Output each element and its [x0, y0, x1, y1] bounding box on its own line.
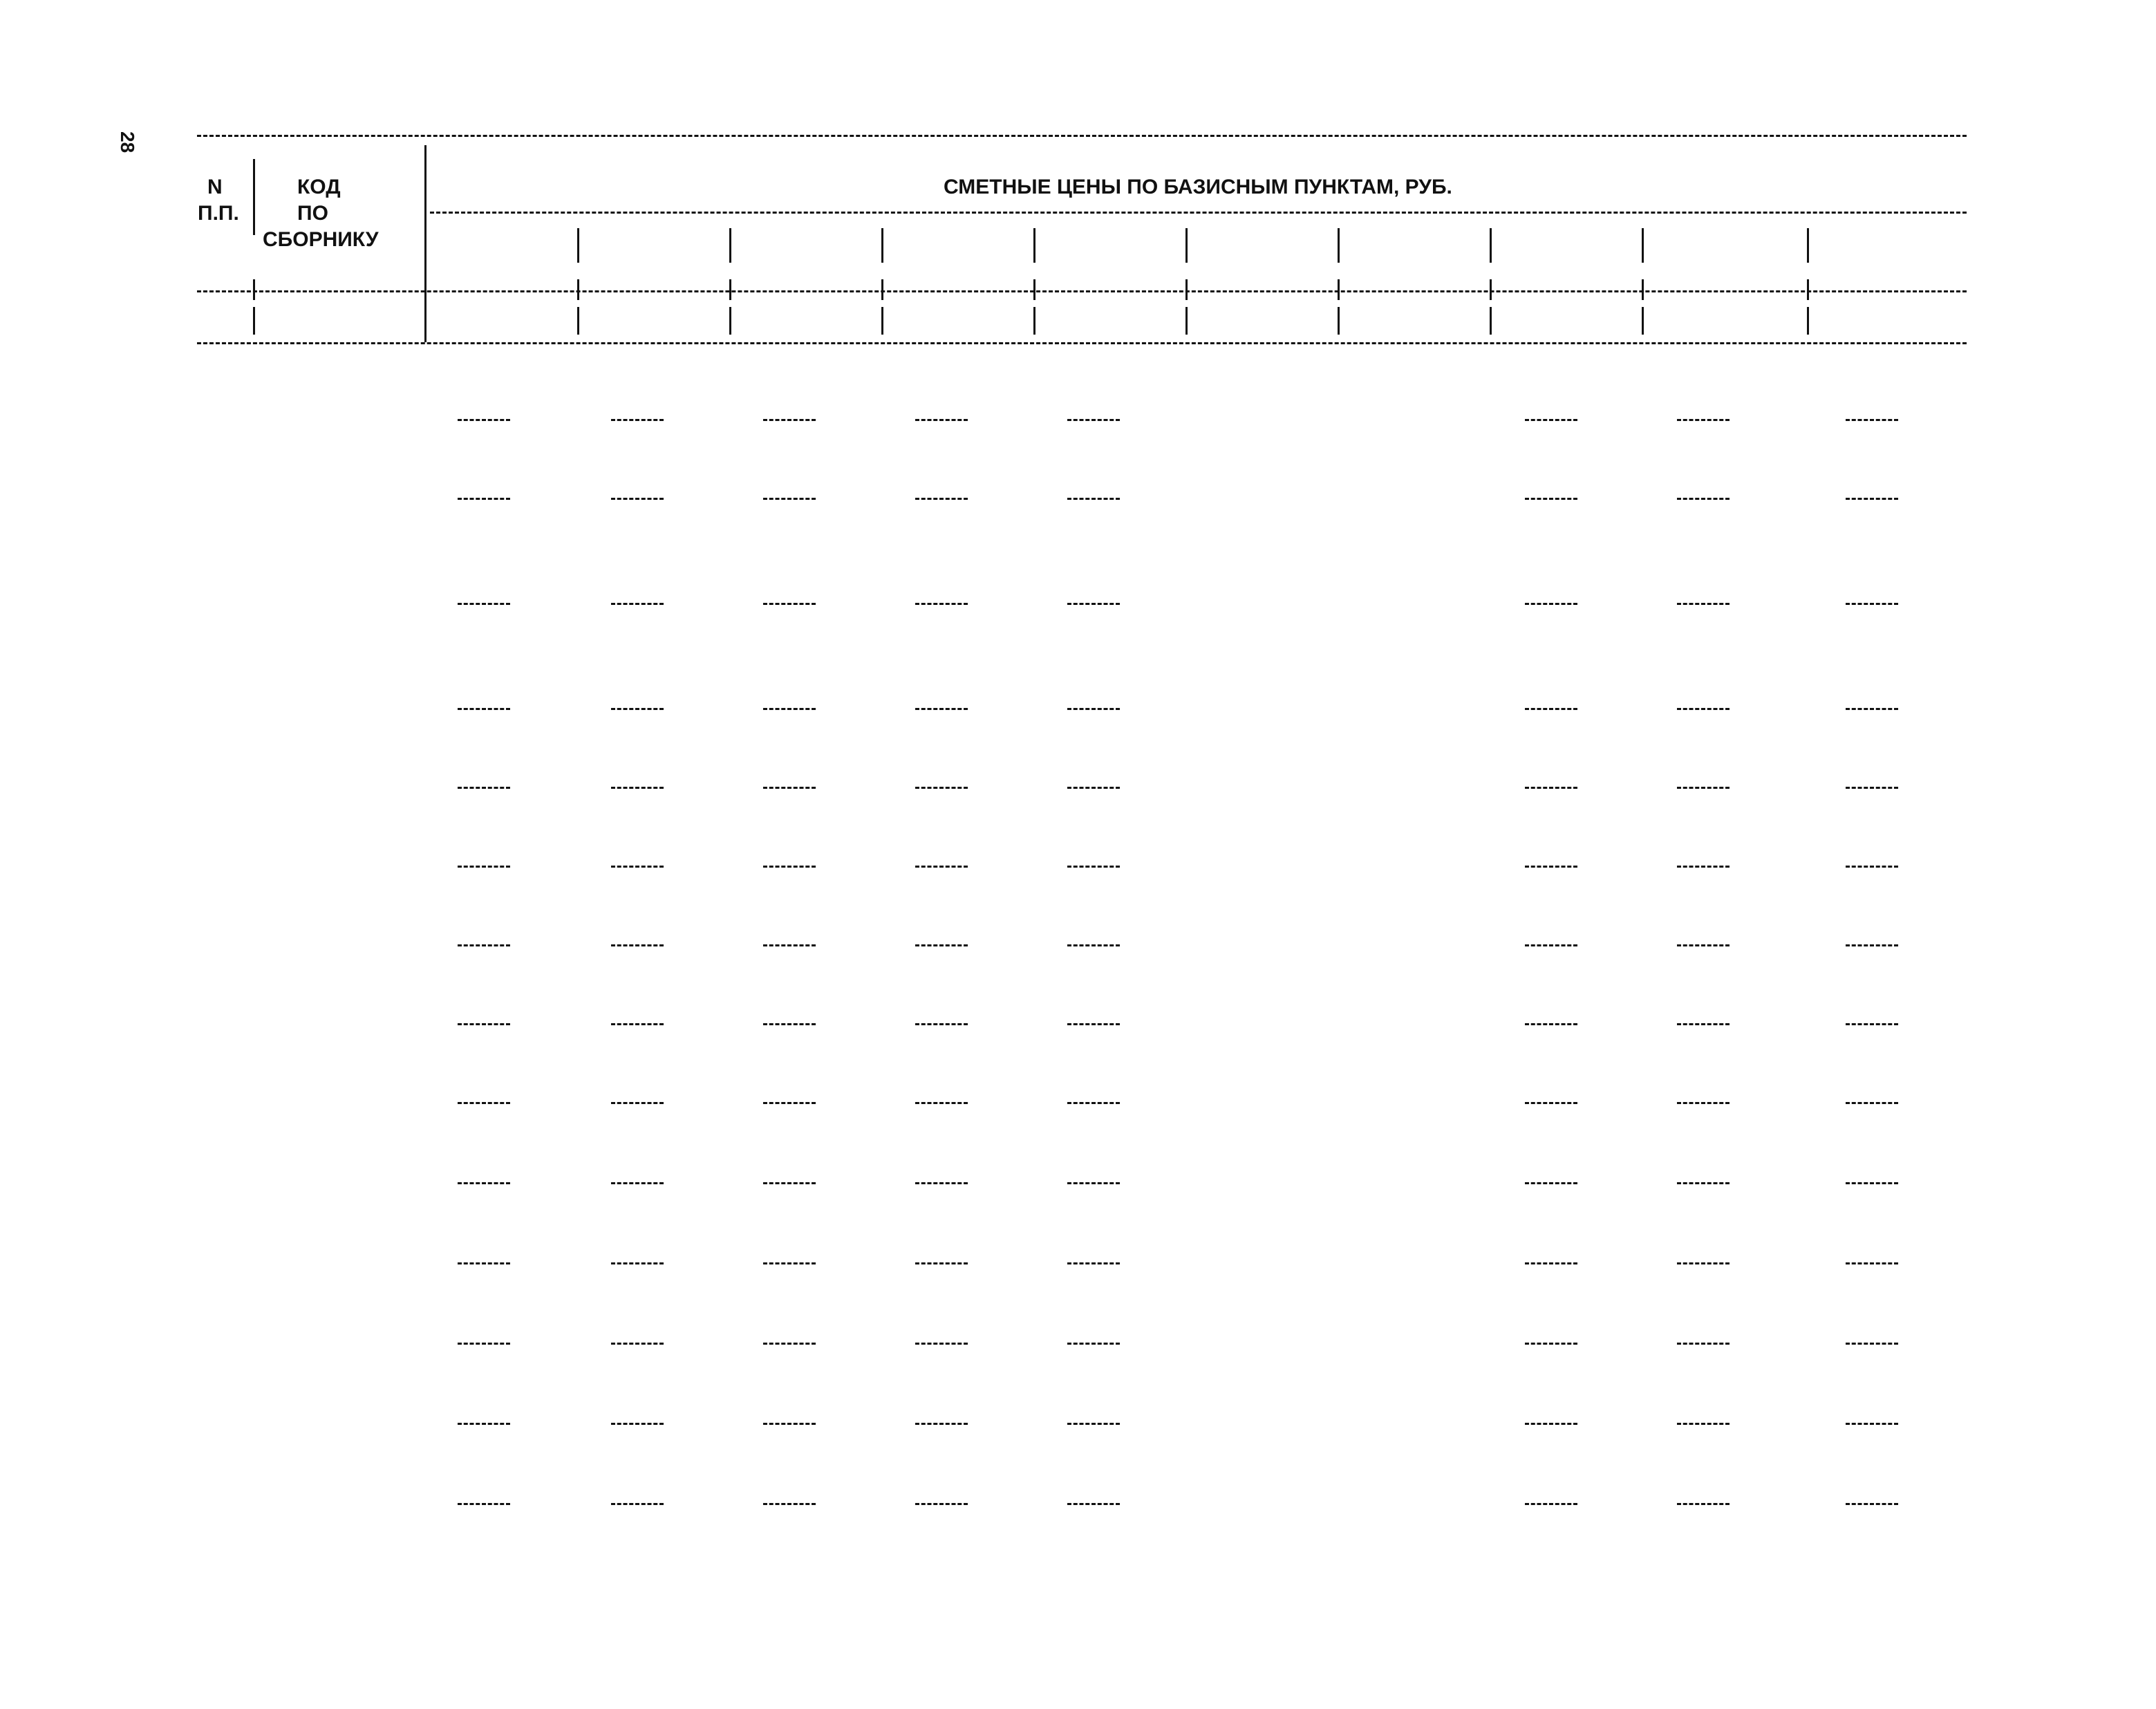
- fraction-line: [611, 708, 664, 710]
- fraction-line: [1067, 1262, 1120, 1264]
- fraction-line: [915, 1182, 968, 1184]
- fraction-line: [458, 1423, 510, 1425]
- fraction-line: [1677, 944, 1730, 946]
- fraction-line: [1846, 944, 1898, 946]
- fraction-line: [611, 498, 664, 500]
- header-vrule: [1807, 307, 1809, 335]
- fraction-line: [763, 866, 816, 868]
- header-top-rule: [197, 135, 1967, 137]
- fraction-line: [611, 603, 664, 605]
- header-vrule: [1642, 228, 1644, 263]
- fraction-line: [1525, 1262, 1577, 1264]
- header-vrule: [577, 228, 579, 263]
- header-vrule: [1033, 307, 1035, 335]
- fraction-line: [1525, 1423, 1577, 1425]
- fraction-line: [458, 708, 510, 710]
- fraction-line: [611, 944, 664, 946]
- fraction-line: [1846, 419, 1898, 421]
- header-bottom-rule: [197, 342, 1967, 344]
- fraction-line: [763, 944, 816, 946]
- fraction-line: [915, 498, 968, 500]
- fraction-line: [1525, 1023, 1577, 1025]
- header-vrule: [1807, 279, 1809, 300]
- fraction-line: [1525, 944, 1577, 946]
- header-vrule: [253, 159, 255, 235]
- header-vrule: [1033, 279, 1035, 300]
- header-vrule: [881, 307, 883, 335]
- fraction-line: [611, 419, 664, 421]
- fraction-line: [915, 603, 968, 605]
- header-sub-rule: [197, 290, 1967, 292]
- header-n: N: [207, 176, 223, 198]
- fraction-line: [1677, 1503, 1730, 1505]
- fraction-line: [763, 419, 816, 421]
- fraction-line: [458, 866, 510, 868]
- header-vrule: [253, 307, 255, 335]
- fraction-line: [611, 1102, 664, 1104]
- fraction-line: [1846, 603, 1898, 605]
- fraction-line: [1067, 1343, 1120, 1345]
- header-group-title: СМЕТНЫЕ ЦЕНЫ ПО БАЗИСНЫМ ПУНКТАМ, РУБ.: [944, 176, 1452, 198]
- header-vrule: [577, 279, 579, 300]
- fraction-line: [1525, 419, 1577, 421]
- header-vrule: [729, 307, 731, 335]
- header-vrule: [1642, 307, 1644, 335]
- fraction-line: [1525, 1343, 1577, 1345]
- header-vrule: [1033, 228, 1035, 263]
- fraction-line: [763, 1023, 816, 1025]
- fraction-line: [458, 1343, 510, 1345]
- fraction-line: [763, 1262, 816, 1264]
- fraction-line: [763, 708, 816, 710]
- fraction-line: [915, 1343, 968, 1345]
- fraction-line: [915, 944, 968, 946]
- fraction-line: [1846, 1503, 1898, 1505]
- fraction-line: [763, 787, 816, 789]
- fraction-line: [1846, 1262, 1898, 1264]
- fraction-line: [1525, 603, 1577, 605]
- fraction-line: [458, 787, 510, 789]
- fraction-line: [1067, 787, 1120, 789]
- fraction-line: [611, 1343, 664, 1345]
- header-vrule: [1338, 228, 1340, 263]
- fraction-line: [458, 1262, 510, 1264]
- fraction-line: [1067, 419, 1120, 421]
- header-vrule: [729, 228, 731, 263]
- fraction-line: [1677, 866, 1730, 868]
- fraction-line: [1677, 1023, 1730, 1025]
- fraction-line: [1677, 708, 1730, 710]
- fraction-line: [1677, 603, 1730, 605]
- fraction-line: [1525, 498, 1577, 500]
- fraction-line: [1677, 419, 1730, 421]
- fraction-line: [458, 1023, 510, 1025]
- fraction-line: [763, 498, 816, 500]
- header-code-2: ПО: [297, 202, 328, 225]
- fraction-line: [458, 498, 510, 500]
- header-vrule: [729, 279, 731, 300]
- fraction-line: [458, 603, 510, 605]
- fraction-line: [1846, 498, 1898, 500]
- fraction-line: [611, 1023, 664, 1025]
- fraction-line: [763, 1182, 816, 1184]
- fraction-line: [1846, 1023, 1898, 1025]
- header-vrule: [1490, 279, 1492, 300]
- fraction-line: [1677, 1102, 1730, 1104]
- fraction-line: [458, 419, 510, 421]
- fraction-line: [1067, 1503, 1120, 1505]
- fraction-line: [915, 708, 968, 710]
- fraction-line: [1067, 1102, 1120, 1104]
- header-vrule: [1185, 307, 1188, 335]
- fraction-line: [611, 787, 664, 789]
- header-vrule: [881, 228, 883, 263]
- fraction-line: [1677, 787, 1730, 789]
- fraction-line: [1067, 603, 1120, 605]
- fraction-line: [611, 1423, 664, 1425]
- header-vrule: [1490, 307, 1492, 335]
- header-vrule: [1338, 307, 1340, 335]
- fraction-line: [763, 1102, 816, 1104]
- fraction-line: [915, 1423, 968, 1425]
- fraction-line: [763, 1503, 816, 1505]
- fraction-line: [1067, 1182, 1120, 1184]
- fraction-line: [915, 787, 968, 789]
- fraction-line: [1525, 866, 1577, 868]
- fraction-line: [1525, 1182, 1577, 1184]
- fraction-line: [1525, 787, 1577, 789]
- fraction-line: [1067, 708, 1120, 710]
- fraction-line: [611, 1503, 664, 1505]
- fraction-line: [1846, 1343, 1898, 1345]
- fraction-line: [1677, 498, 1730, 500]
- fraction-line: [1677, 1423, 1730, 1425]
- fraction-line: [611, 1262, 664, 1264]
- fraction-line: [915, 419, 968, 421]
- fraction-line: [611, 1182, 664, 1184]
- header-group-rule: [430, 212, 1967, 214]
- header-vrule: [1185, 228, 1188, 263]
- fraction-line: [1846, 1423, 1898, 1425]
- fraction-line: [1067, 866, 1120, 868]
- fraction-line: [458, 1182, 510, 1184]
- fraction-line: [763, 603, 816, 605]
- header-vrule: [1490, 228, 1492, 263]
- fraction-line: [1846, 1182, 1898, 1184]
- fraction-line: [1677, 1182, 1730, 1184]
- header-vrule: [1807, 228, 1809, 263]
- fraction-line: [1067, 498, 1120, 500]
- fraction-line: [1846, 866, 1898, 868]
- header-vrule: [1185, 279, 1188, 300]
- fraction-line: [1677, 1262, 1730, 1264]
- fraction-line: [1067, 944, 1120, 946]
- header-code-1: КОД: [297, 176, 341, 198]
- fraction-line: [1846, 708, 1898, 710]
- header-vrule: [1338, 279, 1340, 300]
- fraction-line: [915, 1262, 968, 1264]
- header-pp: П.П.: [198, 202, 239, 225]
- fraction-line: [1525, 1102, 1577, 1104]
- fraction-line: [1067, 1023, 1120, 1025]
- fraction-line: [1525, 1503, 1577, 1505]
- fraction-line: [763, 1343, 816, 1345]
- fraction-line: [915, 1102, 968, 1104]
- fraction-line: [763, 1423, 816, 1425]
- header-vrule: [577, 307, 579, 335]
- page-number: 28: [117, 131, 138, 153]
- fraction-line: [458, 944, 510, 946]
- fraction-line: [458, 1503, 510, 1505]
- fraction-line: [915, 1023, 968, 1025]
- fraction-line: [915, 866, 968, 868]
- header-vrule: [1642, 279, 1644, 300]
- header-vrule: [881, 279, 883, 300]
- fraction-line: [1677, 1343, 1730, 1345]
- fraction-line: [458, 1102, 510, 1104]
- fraction-line: [611, 866, 664, 868]
- header-code-3: СБОРНИКУ: [263, 228, 379, 251]
- fraction-line: [1846, 787, 1898, 789]
- header-vrule: [253, 279, 255, 300]
- fraction-line: [1525, 708, 1577, 710]
- header-vrule: [424, 145, 426, 342]
- fraction-line: [1067, 1423, 1120, 1425]
- fraction-line: [915, 1503, 968, 1505]
- fraction-line: [1846, 1102, 1898, 1104]
